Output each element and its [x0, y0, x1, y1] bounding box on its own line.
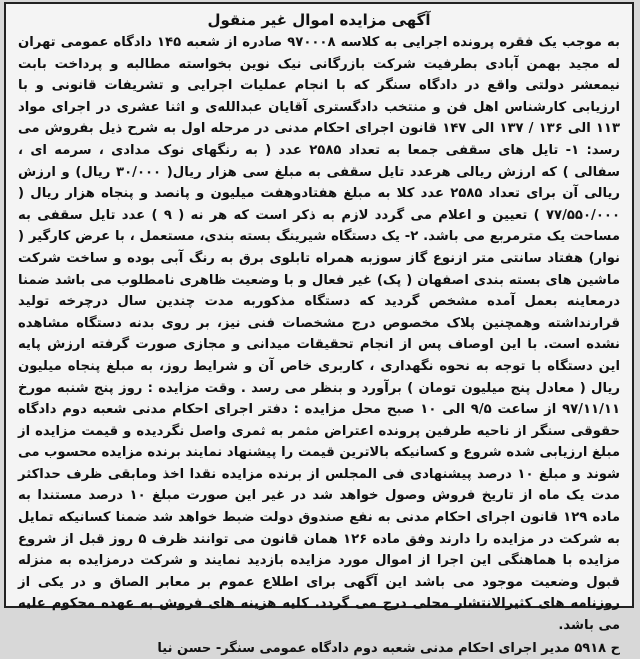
- notice-footer: ح ۵۹۱۸ مدیر اجرای احکام مدنی شعبه دوم دادگاه عمومی سنگر- حسن نیا: [157, 640, 620, 656]
- auction-notice: [4, 2, 634, 656]
- notice-title: آگهی مزایده اموال غیر منقول: [207, 11, 431, 29]
- notice-body: به موجب یک فقره پرونده اجرایی به کلاسه ۹۷۰۰۰۸ صادره از شعبه ۱۴۵ دادگاه عمومی تهران له مجید بهمن آبادی بطرفیت شرکت بازرگانی نیک نوین بخواسته مطالبه و پرداخت بابت نیمعشر دولتی واقع در دادگاه سنگر که با انجام عملیات اجرایی و تشریفات قانونی و با ارزیابی کارشناس اهل فن و منتخب دادگستری آقایان عبدالله‌ی و اثنا عشری در اجرای مواد ۱۱۳ الی ۱۳۶ / ۱۳۷ الی ۱۴۷ قانون اجرای احکام مدنی در مرحله اول به شرح ذیل بفروش می رسد: ۱- تایل های سقفی جمعا به تعداد ۲۵۸۵ عدد ( به رنگهای نوک مدادی ، سرمه ای ، سفالی ) که ارزش ریالی هرعدد تایل سقفی به مبلغ سی هزار ریال( ۳۰/۰۰۰ ریال) و ارزش ریالی آن برای تعداد ۲۵۸۵ عدد کلا به مبلغ هفتادوهفت میلیون و پانصد و پنجاه هزار ریال ( ۷۷/۵۵۰/۰۰۰ ) تعیین و اعلام می گردد لازم به ذکر است که هر نه ( ۹ ) عدد تایل سقفی به مساحت یک مترمربع می باشد. ۲- یک دستگاه شیرینگ بسته بندی، مستعمل ، با عرض کارگیر ( نوار) هفتاد سانتی متر ازنوع گاز سوزبه همراه تابلوی برق به رنگ آبی بوده و ساخت شرکت ماشین های بسته بندی اصفهان ( پک) غیر فعال و با وضعیت ظاهری نامطلوب می باشد ضمنا درمعاینه بعمل آمده مشخص گردید که دستگاه مذکوربه مدت چندین سال درچرخه تولید قرارنداشته وهمچنین پلاک مخصوص درج مشخصات فنی نیز، بر روی بدنه دستگاه مشاهده نشده است. با این اوصاف پس از انجام تحقیقات میدانی و مجازی صورت گرفته ارزش پایه این دستگاه با توجه به نحوه نگهداری ، کاربری خاص آن و شرایط روز، به مبلغ پنجاه میلیون ریال ( معادل پنج میلیون تومان ) برآورد و بنظر می رسد . وقت مزایده : روز پنج شنبه مورخ ۹۷/۱۱/۱۱ از ساعت ۹/۵ الی ۱۰ صبح محل مزایده : دفتر اجرای احکام مدنی شعبه دوم دادگاه حقوقی سنگر از ناحیه طرفین پرونده اعتراض مثمر به ثمری واصل نگردیده و قیمت مزایده از مبلغ ارزیابی شده شروع و کسانیکه بالاترین قیمت را پیشنهاد نمایند برنده مزایده محسوب می شوند و مبلغ ۱۰ درصد پیشنهادی فی المجلس از برنده مزایده نقدا اخذ وما‌بقی ظرف حداکثر مدت یک ماه از تاریخ فروش وصول خواهد شد در غیر این صورت مبلغ ۱۰ درصد مستندا به ماده ۱۲۹ قانون اجرای احکام مدنی به نفع صندوق دولت ضبط خواهد شد ضمنا کسانیکه تمایل به شرکت در مزایده را دارند وفق ماده ۱۲۶ همان قانون می توانند ظرف ۵ روز قبل از شروع مزایده با هماهنگی این اجرا از اموال مورد مزایده بازدید نمایند و شرکت درمزایده به منزله قبول وضعیت موجود می باشد این آگهی برای اطلاع عموم بر معابر الصاق و در یکی از روزنامه های کثیرالانتشار محلی درج می گردد. کلیه هزینه های فروش به عهده محکوم علیه می باشد.: [18, 35, 621, 634]
